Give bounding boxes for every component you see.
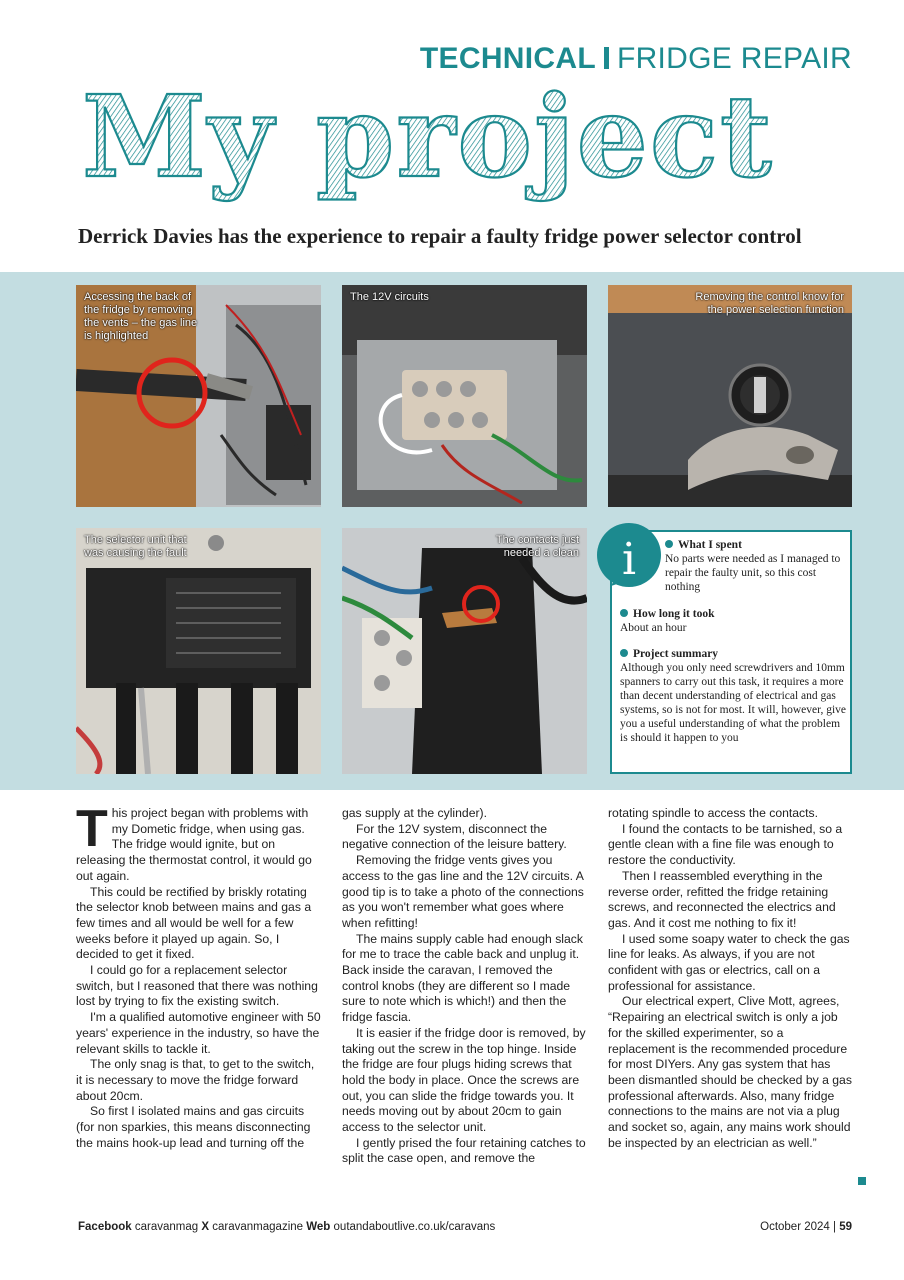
info-item-summary xyxy=(620,647,848,745)
photo-fridge-back xyxy=(76,285,321,507)
photo-control-knob xyxy=(608,285,852,507)
standfirst: Derrick Davies has the experience to repair a faulty fridge power selector control xyxy=(78,224,802,248)
bullet-dot xyxy=(620,649,628,657)
page-title xyxy=(78,58,798,208)
paragraph: Removing the fridge vents gives you access to the gas line and the 12V circuits. A good tip is to take a photo of the connections as you won't remember what goes where when refitting! xyxy=(342,853,584,930)
paragraph-text: his project began with problems with my Dometic fridge, when using gas. The fridge would ignite, but on releasing the thermostat control, it would go out again. xyxy=(76,806,312,883)
paragraph: The only snag is that, to get to the switch, it is necessary to move the fridge forward about 20cm. xyxy=(76,1057,315,1103)
bullet-dot xyxy=(665,540,673,548)
paragraph: This could be rectified by briskly rotating the selector knob between mains and gas a few times and all would be well for a few weeks before it played up again. So, I decided to get it fixed. xyxy=(76,884,312,962)
page-number: 59 xyxy=(839,1221,852,1233)
info-heading: Project summary xyxy=(633,648,719,660)
info-icon-letter: i xyxy=(621,534,637,585)
photo-caption: Accessing the back of the fridge by removing the vents – the gas line is highlighted xyxy=(84,291,198,342)
body-column-3 xyxy=(608,806,853,1151)
paragraph: Then I reassembled everything in the reverse order, refitted the fridge retaining screws, and reconnected the electrics and gas. And it cost me nothing to fix it! xyxy=(608,868,836,930)
drop-cap: T xyxy=(76,800,108,858)
section-light: FRIDGE REPAIR xyxy=(616,42,852,75)
info-heading: What I spent xyxy=(678,539,742,551)
footer-facebook-handle[interactable]: caravanmag xyxy=(134,1221,199,1233)
info-item-spent xyxy=(665,538,848,594)
paragraph: I used some soapy water to check the gas line for leaks. As always, if you are not confident with gas or electrics, call on a professional for assistance. xyxy=(608,931,850,993)
paragraph: The mains supply cable had enough slack for me to trace the cable back and unplug it. Back inside the caravan, I removed the control knobs (they are different so I made sure to note which is which!) and then the fridge fascia. xyxy=(342,931,583,1025)
photo-caption: The contacts just needed a clean xyxy=(495,534,579,559)
photo-caption: The 12V circuits xyxy=(350,291,429,303)
photo-caption: Removing the control know for the power selection function xyxy=(695,291,844,316)
bullet-dot xyxy=(620,609,628,617)
footer-web-url[interactable]: outandaboutlive.co.uk/caravans xyxy=(333,1221,496,1233)
paragraph: I gently prised the four retaining catches to split the case open, and remove the xyxy=(342,1135,586,1166)
photo-12v-circuits xyxy=(342,285,587,507)
paragraph: So first I isolated mains and gas circuits (for non sparkies, this means disconnecting the mains hook-up lead and turning off the xyxy=(76,1104,311,1150)
info-heading: How long it took xyxy=(633,608,715,620)
paragraph: It is easier if the fridge door is removed, by taking out the screw in the top hinge. Inside the fridge are four plugs hiding screws that hold the body in place. Once the screws are out, you can slide the fridge towards you. It needs moving out by about 20cm to gain access to the selector unit. xyxy=(342,1025,586,1135)
info-text: No parts were needed as I managed to repair the faulty unit, so this cost nothing xyxy=(665,553,841,593)
paragraph: rotating spindle to access the contacts. xyxy=(608,806,819,820)
paragraph: I found the contacts to be tarnished, so a gentle clean with a fine file was enough to restore the conductivity. xyxy=(608,821,843,868)
body-column-2 xyxy=(342,806,587,1167)
footer-x-handle[interactable]: caravanmagazine xyxy=(212,1221,304,1233)
footer-date: October 2024 xyxy=(760,1221,830,1233)
title-text: My project xyxy=(82,72,774,203)
info-text: Although you only need screwdrivers and 10mm spanners to carry out this task, it requires a more than decent understanding of electrical and gas systems, so is not for most. It will, however, give you a useful understanding of what the problem is should it happen to you xyxy=(620,662,847,744)
footer-social xyxy=(78,1221,495,1233)
paragraph: I'm a qualified automotive engineer with 50 years' experience in the industry, so have the relevant skills to tackle it. xyxy=(76,1010,321,1056)
paragraph: I could go for a replacement selector switch, but I reasoned that there was nothing lost by trying to fix the existing switch. xyxy=(76,963,318,1009)
info-item-time xyxy=(620,607,848,635)
paragraph: Our electrical expert, Clive Mott, agrees, “Repairing an electrical switch is only a job for the skilled experimenter, so a replacement is the recommended procedure for most DIYers. Any gas system that has been dismantled should be checked by a gas professional afterwards. Also, many fridge connections to the mains are not via a plug and socket so, again, any mains work should be inspected by an electrician as well.” xyxy=(608,994,852,1150)
photo-contacts xyxy=(342,528,587,774)
footer-web-label: Web xyxy=(306,1221,331,1233)
info-icon xyxy=(596,522,662,588)
body-column-1 xyxy=(76,800,321,1151)
paragraph: For the 12V system, disconnect the negative connection of the leisure battery. xyxy=(342,821,567,852)
end-mark xyxy=(858,1177,866,1185)
info-text: About an hour xyxy=(620,622,687,634)
footer-folio: October 2024 | 59 xyxy=(760,1221,852,1233)
paragraph xyxy=(76,800,321,885)
footer-facebook-label: Facebook xyxy=(78,1221,132,1233)
photo-selector-unit xyxy=(76,528,321,774)
section-strong: TECHNICAL xyxy=(419,42,596,75)
paragraph: gas supply at the cylinder). xyxy=(342,806,487,820)
photo-caption: The selector unit that was causing the fault xyxy=(84,534,187,559)
footer-x-label: X xyxy=(201,1221,210,1233)
